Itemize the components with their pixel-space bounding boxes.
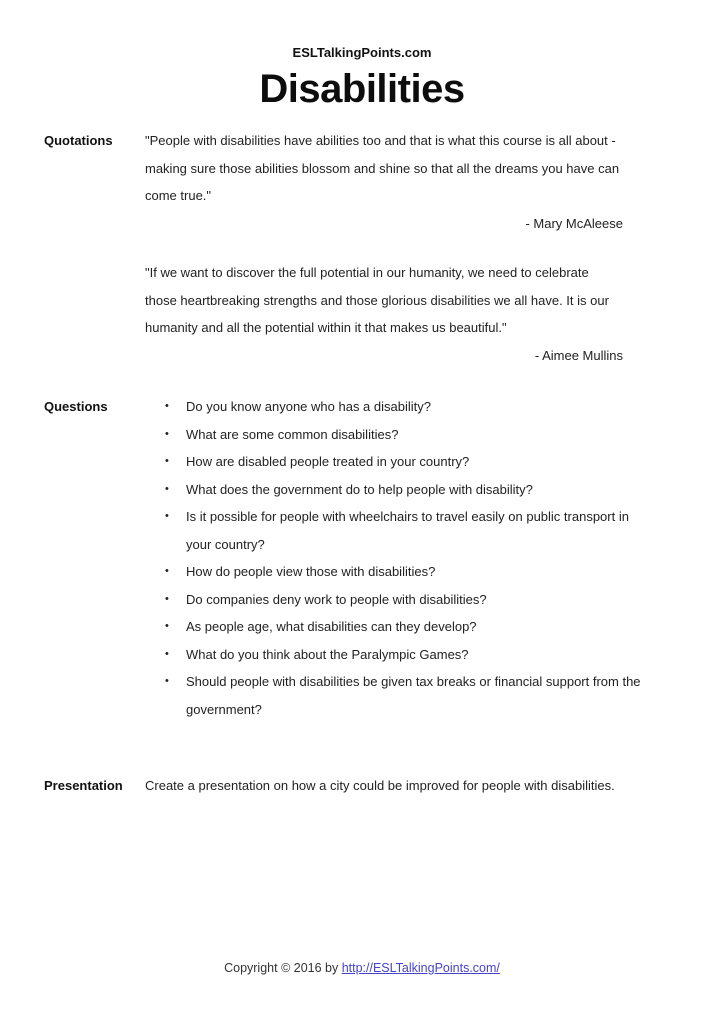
question-text: How are disabled people treated in your country? [186, 454, 470, 469]
questions-section [44, 393, 680, 723]
quotations-section [44, 127, 680, 369]
question-text: What does the government do to help people with disability? [186, 481, 533, 497]
bullet-icon: • [165, 400, 169, 412]
questions-label: Questions [44, 399, 108, 414]
question-text: Do you know anyone who has a disability? [186, 399, 431, 414]
footer-link[interactable]: http://ESLTalkingPoints.com/ [341, 961, 500, 975]
bullet-icon: • [165, 565, 169, 577]
quote-block [145, 127, 623, 237]
question-item [145, 503, 655, 558]
question-item [145, 421, 655, 449]
bullet-icon: • [165, 647, 169, 660]
question-text: How do people view those with disabilities? [186, 564, 436, 579]
presentation-label: Presentation [44, 778, 123, 793]
quote-attribution: - Aimee Mullins [534, 347, 623, 363]
question-item [145, 448, 655, 476]
presentation-text: Create a presentation on how a city could be improved for people with disabilities. [145, 778, 615, 793]
question-text: What are some common disabilities? [186, 426, 399, 442]
bullet-icon: • [165, 620, 169, 632]
question-text: Should people with disabilities be given tax breaks or financial support from the government? [186, 674, 641, 717]
quote-text: "People with disabilities have abilities too and that is what this course is all about - making sure those abilities blossom and shine so that all the dreams you have can come true." [145, 133, 620, 203]
bullet-icon: • [165, 482, 169, 495]
question-item [145, 586, 655, 614]
question-item [145, 668, 655, 723]
quote-block [145, 259, 623, 369]
question-text: Do companies deny work to people with disabilities? [186, 591, 487, 607]
questions-content [145, 393, 680, 723]
bullet-icon: • [165, 675, 169, 687]
question-text: What do you think about the Paralympic Games? [186, 646, 469, 662]
question-item [145, 641, 655, 669]
site-name: ESLTalkingPoints.com [292, 45, 432, 60]
question-item [145, 613, 655, 641]
question-list [145, 393, 655, 723]
page-title: Disabilities [259, 67, 465, 111]
footer-copyright [0, 960, 724, 976]
question-text: As people age, what disabilities can they develop? [186, 619, 477, 634]
presentation-section [44, 772, 680, 800]
bullet-icon: • [165, 592, 169, 605]
bullet-icon: • [165, 510, 169, 522]
quote-attribution: - Mary McAleese [525, 215, 623, 231]
quotations-content [145, 127, 680, 369]
question-item [145, 558, 655, 586]
bullet-icon: • [165, 455, 169, 467]
bullet-icon: • [165, 427, 169, 440]
question-text: Is it possible for people with wheelchairs to travel easily on public transport in your country? [186, 509, 629, 552]
copyright-text: Copyright © 2016 by [224, 961, 342, 975]
question-item [145, 393, 655, 421]
question-item [145, 476, 655, 504]
quote-text: "If we want to discover the full potential in our humanity, we need to celebrate those heartbreaking strengths and those glorious disabilities we all have. It is our humanity and all the potential within it that makes us beautiful." [145, 265, 609, 335]
quotations-label: Quotations [44, 133, 113, 148]
